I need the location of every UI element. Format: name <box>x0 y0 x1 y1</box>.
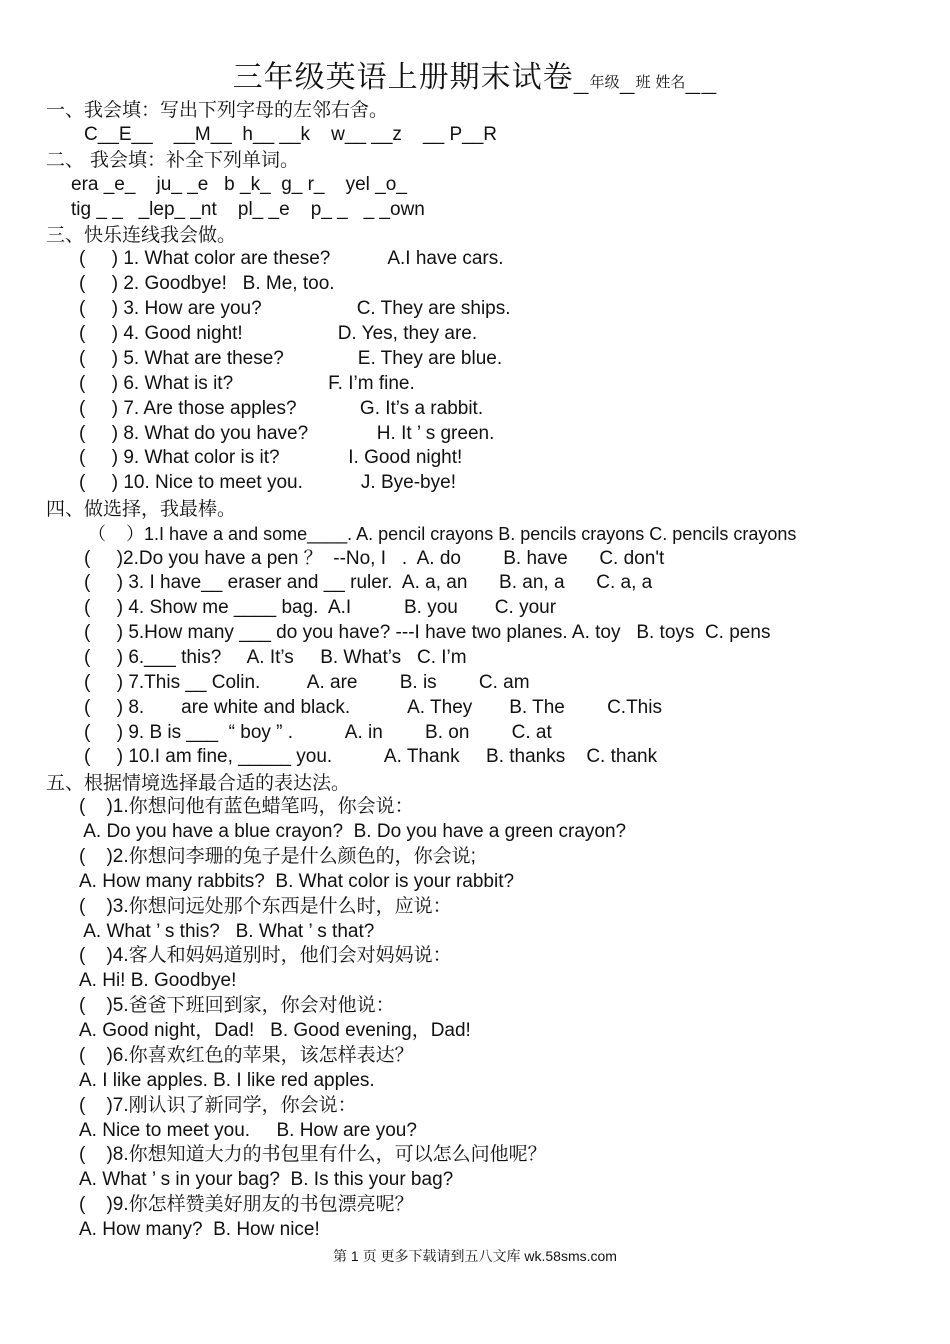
situation-question: ( )5.爸爸下班回到家，你会对他说： <box>79 995 395 1016</box>
choice-item: ( )2.Do you have a pen ？ --No, I . A. do B. have C. don't <box>84 548 665 569</box>
choice-item: ( ) 5.How many ___ do you have? ---I have two planes. A. toy B. toys C. pens <box>84 622 771 643</box>
match-item: ( ) 10. Nice to meet you. J. Bye-bye! <box>79 472 456 493</box>
match-item: ( ) 6. What is it? F. I’m fine. <box>79 373 415 394</box>
section-5-heading: 五、根据情境选择最合适的表达法。 <box>46 772 351 794</box>
situation-question: ( )4.客人和妈妈道别时，他们会对妈妈说： <box>79 945 452 966</box>
situation-options: A. Good night，Dad! B. Good evening，Dad! <box>79 1020 471 1041</box>
situation-question: ( )2.你想问李珊的兔子是什么颜色的，你会说; <box>79 846 476 867</box>
situation-options: A. What ’ s in your bag? B. Is this your bag? <box>79 1169 454 1190</box>
situation-question: ( )6.你喜欢红色的苹果，该怎样表达？ <box>79 1045 414 1066</box>
choice-item: （ ）1.I have a and some____. A. pencil crayons B. pencils crayons C. pencils crayons <box>88 524 797 544</box>
section-2-words-row-1: era _e_ ju_ _e b _k_ g_ r_ yel _o_ <box>71 174 407 195</box>
choice-item: ( ) 7.This __ Colin. A. are B. is C. am <box>84 672 530 693</box>
situation-question: ( )7.刚认识了新同学，你会说： <box>79 1095 357 1116</box>
section-3-heading: 三、快乐连线我会做。 <box>46 224 237 246</box>
situation-question: ( )3.你想问远处那个东西是什么时，应说： <box>79 896 452 917</box>
choice-item: ( ) 4. Show me ____ bag. A.I B. you C. your <box>84 597 557 618</box>
match-item: ( ) 4. Good night! D. Yes, they are. <box>79 323 478 344</box>
match-item: ( ) 3. How are you? C. They are ships. <box>79 298 511 319</box>
situation-options: A. I like apples. B. I like red apples. <box>79 1070 375 1091</box>
section-2-heading: 二、 我会填：补全下列单词。 <box>46 149 300 171</box>
situation-options: A. Hi! B. Goodbye! <box>79 970 237 991</box>
page-title: 三年级英语上册期末试卷_年级_班 姓名__ <box>232 60 718 95</box>
match-item: ( ) 1. What color are these? A.I have cars. <box>79 248 504 269</box>
section-1-heading: 一、我会填：写出下列字母的左邻右舍。 <box>46 99 389 121</box>
choice-item: ( ) 6.___ this? A. It’s B. What’s C. I’m <box>84 647 467 668</box>
match-item: ( ) 7. Are those apples? G. It’s a rabbit. <box>79 398 484 419</box>
page-footer: 第 1 页 更多下载请到五八文库 wk.58sms.com <box>333 1248 617 1264</box>
match-item: ( ) 2. Goodbye! B. Me, too. <box>79 273 335 294</box>
choice-item: ( ) 9. B is ___ “ boy ” . A. in B. on C. at <box>84 722 552 743</box>
situation-question: ( )9.你怎样赞美好朋友的书包漂亮呢？ <box>79 1194 414 1215</box>
match-item: ( ) 8. What do you have? H. It ’ s green. <box>79 423 495 444</box>
situation-options: A. Nice to meet you. B. How are you? <box>79 1120 417 1141</box>
situation-options: A. How many? B. How nice! <box>79 1219 320 1240</box>
situation-question: ( )8.你想知道大力的书包里有什么，可以怎么问他呢？ <box>79 1144 547 1165</box>
situation-options: A. Do you have a blue crayon? B. Do you have a green crayon? <box>79 821 627 842</box>
choice-item: ( ) 3. I have__ eraser and __ ruler. A. a, an B. an, a C. a, a <box>84 572 653 593</box>
match-item: ( ) 5. What are these? E. They are blue. <box>79 348 503 369</box>
choice-item: ( ) 8. are white and black. A. They B. The C.This <box>84 697 662 718</box>
match-item: ( ) 9. What color is it? I. Good night! <box>79 447 463 468</box>
situation-options: A. How many rabbits? B. What color is your rabbit? <box>79 871 515 892</box>
section-2-words-row-2: tig _ _ _lep_ _nt pl_ _e p_ _ _ _own <box>71 199 425 220</box>
situation-options: A. What ’ s this? B. What ’ s that? <box>79 921 375 942</box>
choice-item: ( ) 10.I am fine, _____ you. A. Thank B. thanks C. thank <box>84 746 658 767</box>
section-1-letters: C__E__ __M__ h__ __k w__ __z __ P__R <box>84 124 497 145</box>
situation-question: ( )1.你想问他有蓝色蜡笔吗，你会说： <box>79 796 414 817</box>
section-4-heading: 四、做选择，我最棒。 <box>46 498 237 520</box>
